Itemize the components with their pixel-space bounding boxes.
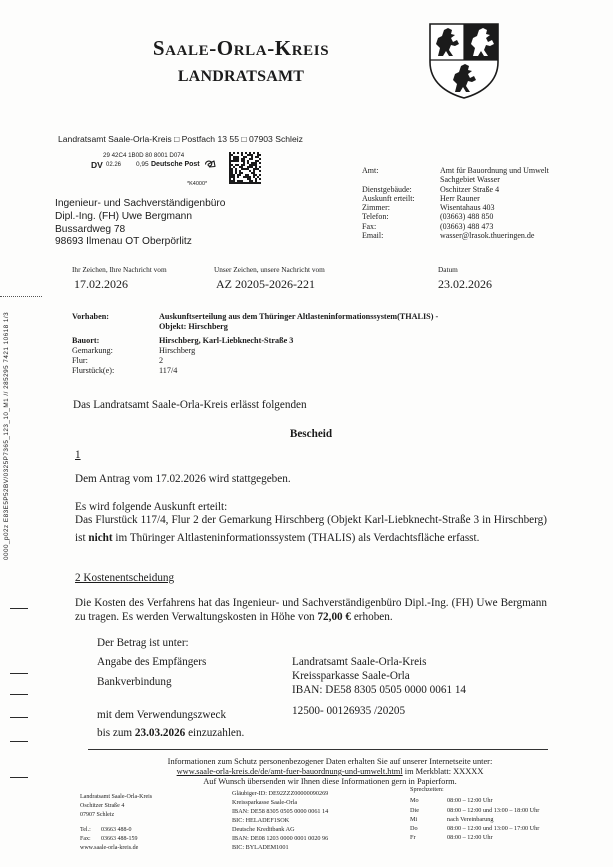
posthorn-icon [204,159,216,169]
footer-phone-value: 03663 488-0 [101,827,132,834]
recipient-line: Bussardweg 78 [55,223,126,235]
payment-purpose-label: mit dem Verwendungszweck [97,709,227,721]
office-hours-time: 08:00 – 12:00 Uhr [447,797,493,805]
privacy-url: www.saale-orla-kreis.de/de/amt-fuer-bauordnung-und-umwelt.html [176,767,403,776]
footer-bank-line: Gläubiger-ID: DE92ZZZ00000090269 [232,790,329,797]
payment-iban: IBAN: DE58 8305 0505 0000 0061 14 [292,684,467,696]
privacy-sheet: im Merkblatt: XXXXX [402,767,484,776]
costs-paragraph [75,596,547,624]
office-hours-row [410,796,539,805]
margin-print-code: 0000_p02z E83E5P52BV/0325P7365_123_10_M1 // 285295 7421 10618 1/3 [3,311,10,561]
info-text: im Thüringer Altlasteninformationssystem (THALIS) als Verdachtsfläche erfasst. [112,531,480,544]
footer-divider [88,749,548,750]
our-reference-label: Unser Zeichen, unsere Nachricht vom [214,265,325,274]
office-hours-title: Sprechzeiten: [410,786,444,793]
postage-dv: DV [91,160,103,170]
your-reference-value: 17.02.2026 [74,277,128,291]
privacy-line: Informationen zum Schutz personenbezogener Daten erhalten Sie auf unserer Internetseite unter: [167,757,493,766]
office-hours-time: 08:00 – 12:00 und 13:00 – 18:00 Uhr [447,806,540,814]
footer-bank-line: BIC: HELADEF1SOK [232,817,290,824]
our-reference-value: AZ 20205-2026-221 [216,277,315,291]
project-value: Auskunftserteilung aus dem Thüringer Altlasteninformationssystem(THALIS) - [159,312,439,321]
section-2-heading: 2 Kostenentscheidung [75,572,175,584]
project-label: Bauort: [72,336,100,345]
section-1-heading: 1 [75,449,81,461]
project-label: Flur: [72,356,88,365]
info-intro: Es wird folgende Auskunft erteilt: [75,501,228,513]
contact-value: Wisentahaus 403 [440,203,495,213]
office-hours-day: Mo [410,797,419,805]
contact-value: Amt für Bauordnung und Umwelt [440,166,549,175]
footer-address [80,793,152,853]
costs-text: Die Kosten des Verfahrens hat das Ingenieur- und Sachverständigenbüro Dipl.-Ing. (FH) Uwe Bergmann zu tragen. Es werden Verwaltungskosten in Höhe von [75,597,547,623]
footer-bank [232,789,328,852]
payment-deadline [97,727,244,740]
footer-bank-line: Kreissparkasse Saale-Orla [232,799,298,806]
contact-value: Sachgebiet Wasser [440,175,500,185]
postage-date: 02.26 [106,162,122,168]
fold-mark [10,717,28,718]
datamatrix-barcode [229,152,261,184]
authority-name: Saale-Orla-Kreis [152,36,330,60]
contact-label: Telefon: [362,212,389,222]
payment-recipient: Landratsamt Saale-Orla-Kreis [292,656,427,668]
contact-email: wasser@lrasok.thueringen.de [440,231,535,241]
grant-statement: Dem Antrag vom 17.02.2026 wird stattgegeben. [75,473,291,485]
postage-code: 29 42C4 1B0D 80 8001 D074 [103,152,185,159]
postage-product-code: *K4000* [187,181,208,187]
footer-address-line: Oschitzer Straße 4 [80,802,125,809]
footer-fax-label: Fax: [80,836,91,843]
office-hours-row [410,824,539,833]
costs-text: erhoben. [351,611,393,623]
fold-mark [10,694,28,695]
office-name: LANDRATSAMT [177,68,305,85]
payment-bank: Kreissparkasse Saale-Orla [292,670,410,682]
contact-label: Zimmer: [362,203,390,213]
decision-intro: Das Landratsamt Saale-Orla-Kreis erlässt folgenden [73,399,307,411]
fold-mark-dotted [0,296,42,297]
footer-fax-value: 03663 488-159 [101,836,138,843]
payment-intro: Der Betrag ist unter: [97,637,189,649]
privacy-notice [120,757,540,787]
office-hours-row [410,833,539,842]
project-label: Vorhaben: [72,312,110,321]
deadline-text: bis zum [97,727,135,739]
privacy-url-line [120,767,540,777]
recipient-line: Dipl.-Ing. (FH) Uwe Bergmann [55,210,193,222]
postage-amount: 0,95 [136,161,149,168]
your-reference-label: Ihr Zeichen, Ihre Nachricht vom [72,265,167,274]
project-value: 117/4 [159,366,178,375]
contact-value: (03663) 488 850 [440,212,494,222]
contact-value: Oschitzer Straße 4 [440,184,500,194]
fold-mark [10,777,28,778]
contact-value: Herr Rauner [440,193,480,203]
footer-phone-label: Tel.: [80,827,91,834]
project-label [72,322,159,332]
postage-carrier: Deutsche Post [151,161,200,168]
project-label: Gemarkung: [72,346,113,355]
project-details [72,312,438,376]
contact-label: Email: [362,231,384,241]
costs-amount: 72,00 € [317,611,352,623]
recipient-address [55,198,225,249]
project-value: Hirschberg, Karl-Liebknecht-Straße 3 [159,336,294,345]
project-value: 2 [159,356,164,365]
contact-value: (03663) 488 473 [440,221,494,231]
footer-website: www.saale-orla-kreis.de [80,844,139,851]
decision-title: Bescheid [289,428,333,440]
deadline-text: einzuzahlen. [185,727,245,739]
datamatrix-pattern [229,152,261,184]
office-hours-time: 08:00 – 12:00 Uhr [447,834,493,842]
contact-label: Auskunft erteilt: [362,193,415,203]
footer-fax [80,835,152,844]
office-hours-day: Mi [410,815,418,823]
info-paragraph [75,512,547,547]
recipient-line: 98693 Ilmenau OT Oberpörlitz [55,236,192,248]
footer-bank-line: IBAN: DE08 1203 0000 0001 0020 96 [232,835,329,842]
project-value: Hirschberg [159,346,196,355]
date-value: 23.02.2026 [438,277,492,291]
office-hours-day: Fr [410,834,416,842]
footer-bank-line: IBAN: DE58 8305 0505 0000 0061 14 [232,808,329,815]
office-hours-time: 08:00 – 12:00 und 13:00 – 17:00 Uhr [447,825,540,833]
contact-label: Fax: [362,221,377,231]
payment-purpose: 12500- 00126935 /20205 [292,705,406,717]
contact-label [362,175,440,184]
fold-mark [10,608,28,609]
contact-label: Amt: [362,166,379,175]
office-hours-row [410,806,539,815]
paper-line: Auf Wunsch übersenden wir Ihnen diese Informationen gern in Papierform. [203,777,457,786]
office-hours-row [410,815,539,824]
payment-bank-label: Bankverbindung [97,676,172,688]
fold-mark [10,741,28,742]
coat-of-arms-icon [428,22,500,100]
footer-address-line: Landratsamt Saale-Orla-Kreis [80,794,153,800]
office-hours-day: Die [410,806,419,814]
project-value: Objekt: Hirschberg [159,322,228,331]
office-hours-day: Do [410,825,418,833]
info-emphasis: nicht [88,531,113,544]
fold-mark [10,673,28,674]
project-label: Flurstück(e): [72,366,115,375]
footer-office-hours [410,785,539,843]
footer-phone [80,826,152,835]
payment-recipient-label: Angabe des Empfängers [97,656,207,668]
contact-info [362,166,549,240]
footer-bank-line: BIC: BYLADEM1001 [232,844,289,851]
date-label: Datum [438,265,458,274]
office-hours-time: nach Vereinbarung [447,815,494,823]
recipient-line: Ingenieur- und Sachverständigenbüro [55,198,226,209]
info-text: Das Flurstück 117/4, Flur 2 der Gemarkung Hirschberg (Objekt Karl-Liebknecht-Straße 3 in Hirschberg) ist [75,514,547,544]
deadline-date: 23.03.2026 [134,727,186,739]
sender-line: Landratsamt Saale-Orla-Kreis □ Postfach 13 55 □ 07903 Schleiz [58,134,303,144]
footer-bank-line: Deutsche Kreditbank AG [232,826,295,833]
contact-label: Dienstgebäude: [362,184,412,194]
footer-address-line: 07907 Schleiz [80,811,115,818]
